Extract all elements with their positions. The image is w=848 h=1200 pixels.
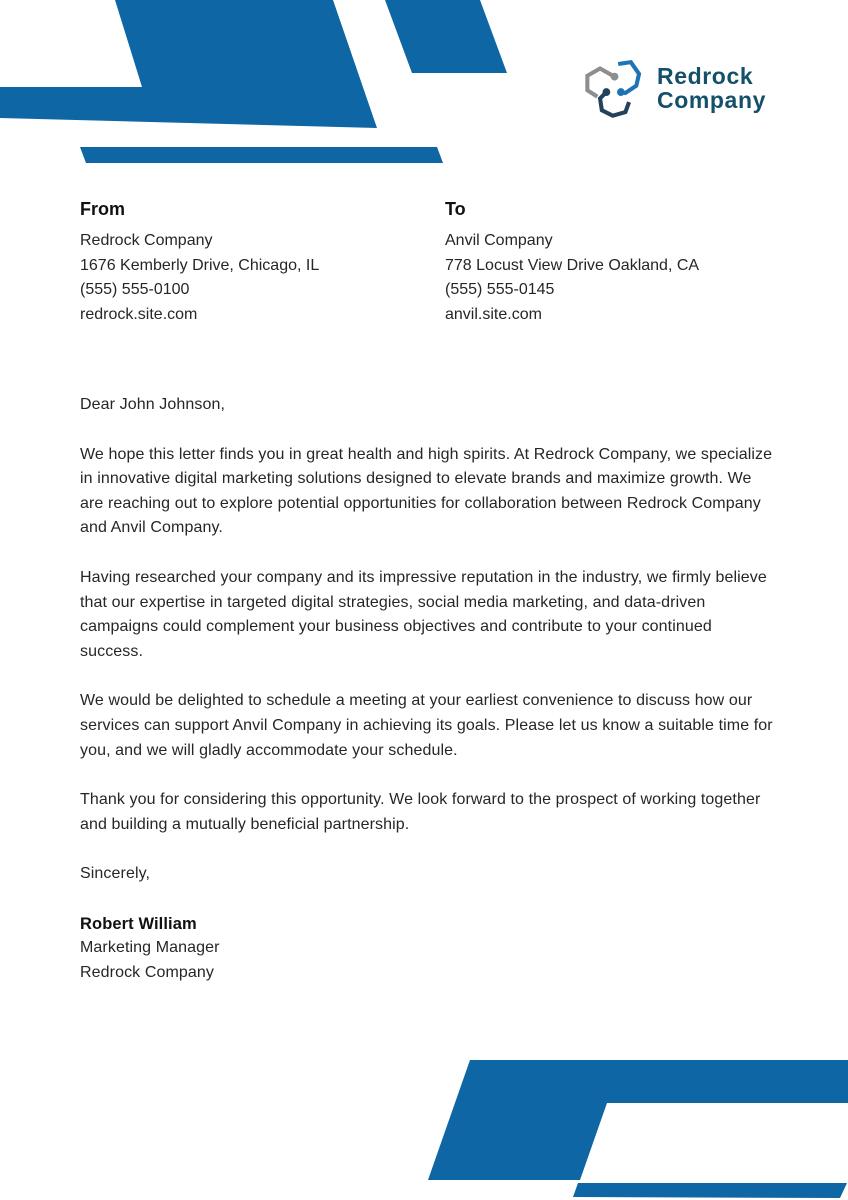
from-phone: (555) 555-0100 — [80, 281, 190, 298]
bottom-thin-stripe-shape — [573, 1183, 847, 1198]
top-right-parallelogram-shape — [385, 0, 507, 73]
to-website: anvil.site.com — [445, 305, 542, 323]
logo-name-line1: Redrock — [657, 63, 754, 89]
from-block — [80, 199, 445, 327]
logo-name-line2: Company — [657, 87, 766, 113]
paragraph: We hope this letter finds you in great health and high spirits. At Redrock Company, we specialize in innovative digital marketing solutions designed to elevate brands and maximize growth. We are reaching out to explore potential opportunities for collaboration between Redrock Company and Anvil Company. — [80, 445, 773, 537]
to-address: 778 Locust View Drive Oakland, CA — [445, 256, 700, 274]
paragraph: We would be delighted to schedule a meeting at your earliest convenience to discuss how our services can support Anvil Company in achieving its goals. Please let us know a suitable time for you, and we will gladly accommodate your schedule. — [80, 692, 773, 759]
salutation: Dear John Johnson, — [80, 396, 226, 413]
closing: Sincerely, — [80, 865, 151, 883]
to-label: To — [445, 199, 466, 219]
top-left-banner-shape — [0, 0, 377, 128]
signature-block — [80, 912, 776, 986]
from-website: redrock.site.com — [80, 305, 198, 323]
company-logo-text — [657, 64, 766, 112]
signature-name: Robert William — [80, 914, 197, 933]
signature-title: Marketing Manager — [80, 939, 220, 957]
paragraph: Having researched your company and its impressive reputation in the industry, we firmly believe that our expertise in targeted digital strategies, social media marketing, and data-driven campaigns could complement your business objectives and contribute to your continued success. — [80, 568, 767, 660]
from-company: Redrock Company — [80, 232, 213, 249]
signature-company: Redrock Company — [80, 963, 214, 981]
from-label: From — [80, 199, 125, 219]
address-section — [80, 199, 810, 327]
to-block — [445, 199, 810, 327]
bottom-right-banner-shape — [428, 1060, 848, 1180]
company-logo — [581, 54, 766, 122]
paragraph: Thank you for considering this opportunity. We look forward to the prospect of working together and building a mutually beneficial partnership. — [80, 791, 761, 833]
from-address: 1676 Kemberly Drive, Chicago, IL — [80, 256, 320, 274]
to-phone: (555) 555-0145 — [445, 281, 555, 298]
letter-body — [80, 393, 776, 985]
top-thin-stripe-shape — [80, 147, 443, 163]
to-company: Anvil Company — [445, 232, 553, 249]
hexagon-network-icon — [581, 54, 649, 122]
